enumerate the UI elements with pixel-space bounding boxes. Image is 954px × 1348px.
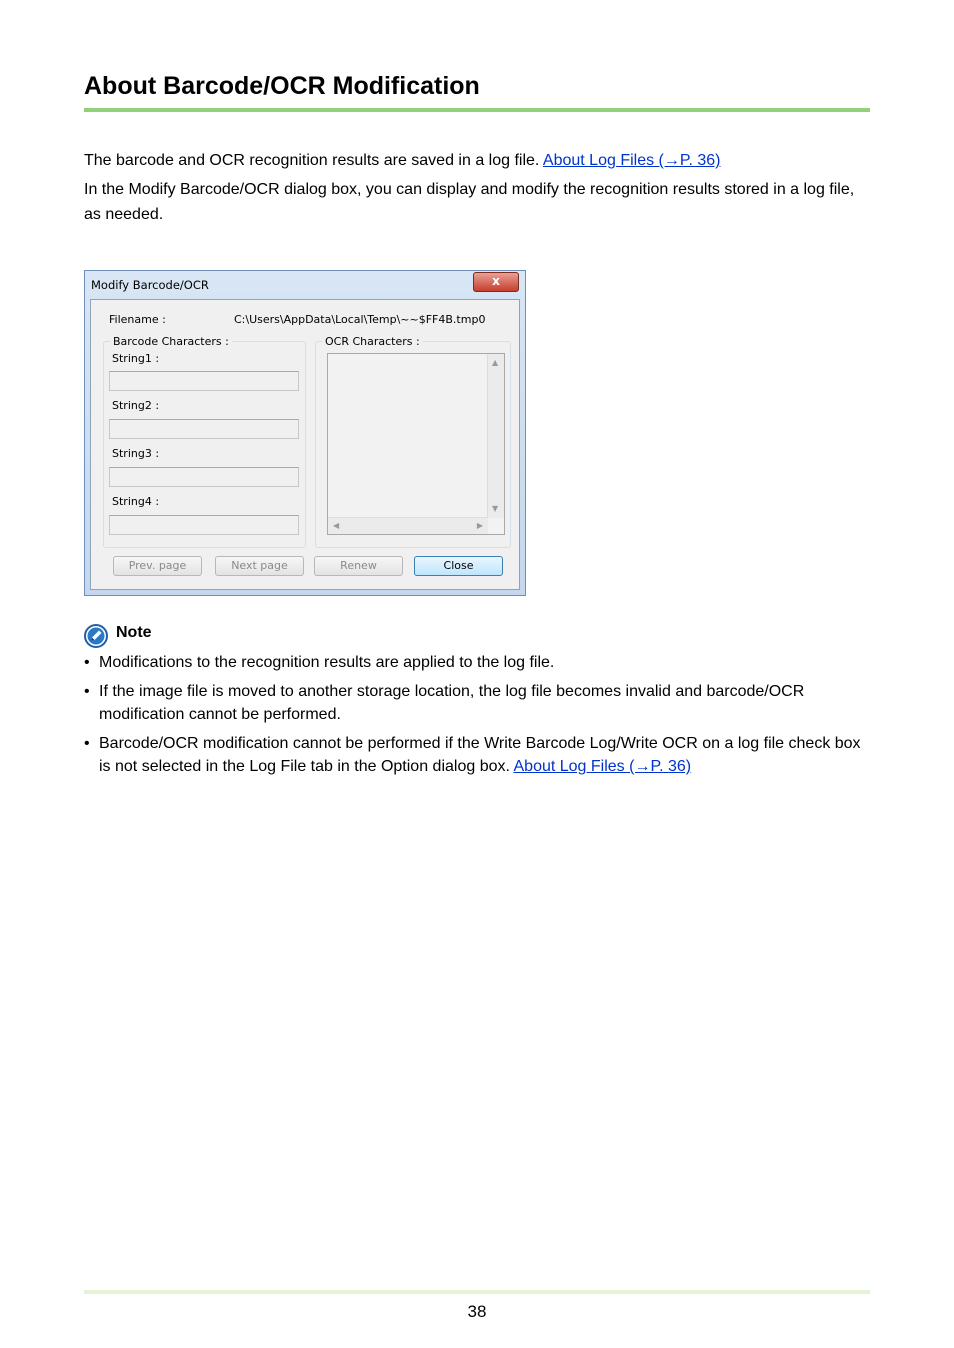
note-heading: Note — [116, 624, 152, 641]
bullet-glyph: • — [84, 683, 90, 700]
string2-label: String2 : — [112, 399, 160, 412]
dialog-client-area — [90, 299, 520, 590]
scroll-down-icon[interactable]: ▼ — [492, 504, 499, 513]
note-item-text: Modifications to the recognition results are applied to the log file. — [99, 654, 555, 671]
next-page-button[interactable]: Next page — [215, 556, 304, 576]
about-log-files-link-2[interactable]: About Log Files (→P. 36) — [513, 758, 692, 775]
string4-label: String4 : — [112, 495, 160, 508]
renew-button[interactable]: Renew — [314, 556, 403, 576]
intro-paragraph — [84, 148, 870, 173]
filename-value: C:\Users\AppData\Local\Temp\~~$FF4B.tmp0 — [234, 313, 486, 326]
string1-label: String1 : — [112, 352, 160, 365]
note-item-3 — [84, 732, 870, 778]
bullet-glyph: • — [84, 735, 90, 752]
note-item-2 — [84, 680, 870, 726]
ocr-characters-caption: OCR Characters : — [322, 335, 423, 348]
barcode-characters-caption: Barcode Characters : — [110, 335, 232, 348]
dialog-description: In the Modify Barcode/OCR dialog box, you can display and modify the recognition results stored in a log file, as needed. — [84, 181, 855, 223]
about-log-files-link[interactable]: About Log Files (→P. 36) — [542, 152, 721, 169]
page-title: About Barcode/OCR Modification — [84, 72, 480, 100]
scroll-up-icon[interactable]: ▲ — [492, 358, 499, 367]
close-button[interactable]: Close — [414, 556, 503, 576]
note-item-text — [99, 732, 870, 778]
intro-text: The barcode and OCR recognition results are saved in a log file. — [84, 152, 540, 169]
string3-label: String3 : — [112, 447, 160, 460]
pencil-note-icon — [84, 624, 108, 648]
dialog-title: Modify Barcode/OCR — [91, 278, 209, 292]
ocr-characters-textarea[interactable] — [327, 353, 505, 535]
string4-field[interactable] — [109, 515, 299, 535]
prev-page-button[interactable]: Prev. page — [113, 556, 202, 576]
close-x-icon[interactable]: x — [473, 272, 519, 292]
bullet-glyph: • — [84, 654, 90, 671]
modify-barcode-ocr-dialog — [84, 270, 526, 596]
footer-rule — [84, 1290, 870, 1294]
filename-label: Filename : — [109, 313, 166, 326]
note-item-text: If the image file is moved to another storage location, the log file becomes invalid and barcode/OCR modification cannot be performed. — [99, 683, 805, 723]
string2-field[interactable] — [109, 419, 299, 439]
page-number: 38 — [467, 1302, 487, 1321]
scroll-left-icon[interactable]: ◀ — [333, 521, 340, 530]
scroll-right-icon[interactable]: ▶ — [476, 521, 483, 530]
string1-field[interactable] — [109, 371, 299, 391]
note-item-3-text: Barcode/OCR modification cannot be performed if the Write Barcode Log/Write OCR on a log file check box is not selected in the Log File tab in the Option dialog box. — [99, 735, 861, 775]
title-underline — [84, 108, 870, 112]
vertical-scrollbar[interactable] — [487, 354, 504, 518]
horizontal-scrollbar[interactable] — [328, 517, 488, 534]
string3-field[interactable] — [109, 467, 299, 487]
note-item-1 — [84, 651, 870, 674]
